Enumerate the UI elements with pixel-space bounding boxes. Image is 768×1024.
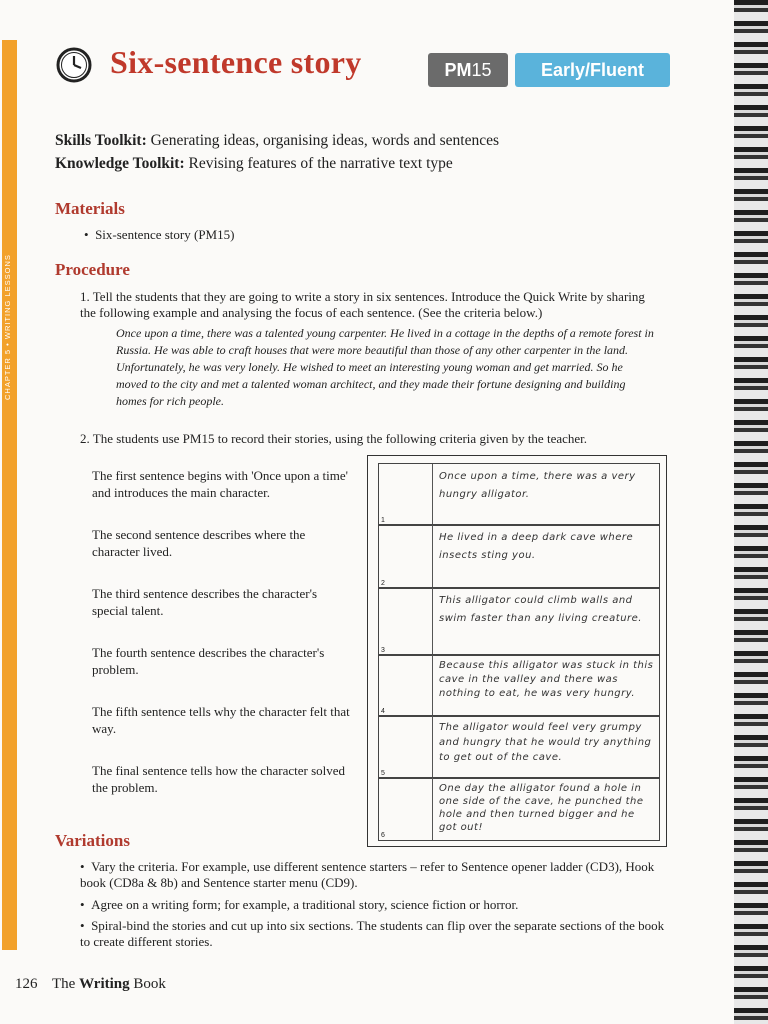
row-handwriting: He lived in a deep dark cave where insects sting you. xyxy=(439,532,634,561)
row-number: 4 xyxy=(381,708,385,715)
knowledge-toolkit xyxy=(55,155,453,173)
worksheet-row xyxy=(378,524,660,589)
row-number: 3 xyxy=(381,647,385,654)
materials-item: Six-sentence story (PM15) xyxy=(95,227,235,242)
criterion-4: The fourth sentence describes the character's problem. xyxy=(92,645,325,677)
variation-text: Spiral-bind the stories and cut up into six sections. The students can flip over the separate sections of the book to create different stories. xyxy=(80,918,665,949)
skills-toolkit xyxy=(55,132,499,150)
knowledge-text: Revising features of the narrative text type xyxy=(184,155,453,172)
page-title: Six-sentence story xyxy=(110,44,362,80)
knowledge-label: Knowledge Toolkit: xyxy=(55,155,185,172)
clock-icon xyxy=(56,47,92,83)
row-number: 6 xyxy=(381,832,385,839)
row-number: 1 xyxy=(381,517,385,524)
materials-bullet: • Six-sentence story (PM15) xyxy=(84,227,235,242)
row-handwriting: Once upon a time, there was a very hungry alligator. xyxy=(439,471,636,500)
procedure-heading: Procedure xyxy=(55,260,130,279)
row-handwriting: One day the alligator found a hole in one side of the cave, he punched the hole and then turned bigger and he got out! xyxy=(439,783,644,833)
row-number: 2 xyxy=(381,580,385,587)
procedure-step-1: 1. Tell the students that they are going to write a story in six sentences. Introduce the Quick Write by sharing the following example and analysing the focus of each sentence. (See the criteria below.) xyxy=(80,289,645,320)
worksheet-row xyxy=(378,715,660,779)
chapter-label: CHAPTER 5 • WRITING LESSONS xyxy=(3,254,12,400)
variations-heading: Variations xyxy=(55,831,130,850)
variation-item: • Agree on a writing form; for example, a traditional story, science fiction or horror. xyxy=(80,897,519,912)
book-title xyxy=(52,976,166,993)
variation-text: Vary the criteria. For example, use different sentence starters – refer to Sentence opener ladder (CD3), Hook book (CD8a & 8b) and Sentence starter menu (CD9). xyxy=(80,859,655,890)
book-bold: Writing xyxy=(79,976,130,992)
worksheet-row xyxy=(378,777,660,841)
criterion-1: The first sentence begins with 'Once upon a time' and introduces the main character. xyxy=(92,468,348,500)
criterion-5: The fifth sentence tells why the character felt that way. xyxy=(92,704,350,736)
worksheet-row xyxy=(378,654,660,717)
example-story: Once upon a time, there was a talented young carpenter. He lived in a cottage in the depths of a remote forest in Russia. He was able to craft houses that were more beautiful than those of any other carpenter in the land. Unfortunately, he was very lonely. He wished to meet an interesting young woman and get married. So he moved to the city and met a talented woman architect, and they made their fortune designing and building homes for rich people. xyxy=(116,326,654,408)
criterion-6: The final sentence tells how the character solved the problem. xyxy=(92,763,346,795)
criterion-3: The third sentence describes the character's special talent. xyxy=(92,586,318,618)
skills-text: Generating ideas, organising ideas, words and sentences xyxy=(146,132,500,149)
pm-badge xyxy=(428,53,508,87)
pm-prefix: PM xyxy=(444,60,472,80)
criterion-2: The second sentence describes where the character lived. xyxy=(92,527,306,559)
procedure-step-2: 2. The students use PM15 to record their stories, using the following criteria given by the teacher. xyxy=(80,431,588,446)
worksheet-row xyxy=(378,463,660,526)
row-handwriting: This alligator could climb walls and swim faster than any living creature. xyxy=(439,595,642,624)
row-handwriting: Because this alligator was stuck in this cave in the valley and there was nothing to eat, he was very hungry. xyxy=(439,660,654,699)
spiral-binding xyxy=(734,0,768,1024)
materials-heading: Materials xyxy=(55,199,125,218)
variation-text: Agree on a writing form; for example, a traditional story, science fiction or horror. xyxy=(91,897,519,912)
chapter-side-bar xyxy=(2,40,17,950)
level-badge: Early/Fluent xyxy=(515,53,670,87)
book-prefix: The xyxy=(52,976,80,992)
variation-item: • Vary the criteria. For example, use different sentence starters – refer to Sentence opener ladder (CD3), Hook book (CD8a & 8b) and Sentence starter menu (CD9). xyxy=(80,859,655,890)
row-handwriting: The alligator would feel very grumpy and hungry that he would try anything to get out of the cave. xyxy=(439,722,652,763)
book-suffix: Book xyxy=(129,976,166,992)
worksheet-row xyxy=(378,587,660,656)
skills-label: Skills Toolkit: xyxy=(55,132,147,149)
page-number: 126 xyxy=(15,976,38,992)
row-number: 5 xyxy=(381,770,385,777)
variation-item: • Spiral-bind the stories and cut up into six sections. The students can flip over the separate sections of the book to create different stories. xyxy=(80,918,665,949)
pm-number: 15 xyxy=(471,60,492,80)
